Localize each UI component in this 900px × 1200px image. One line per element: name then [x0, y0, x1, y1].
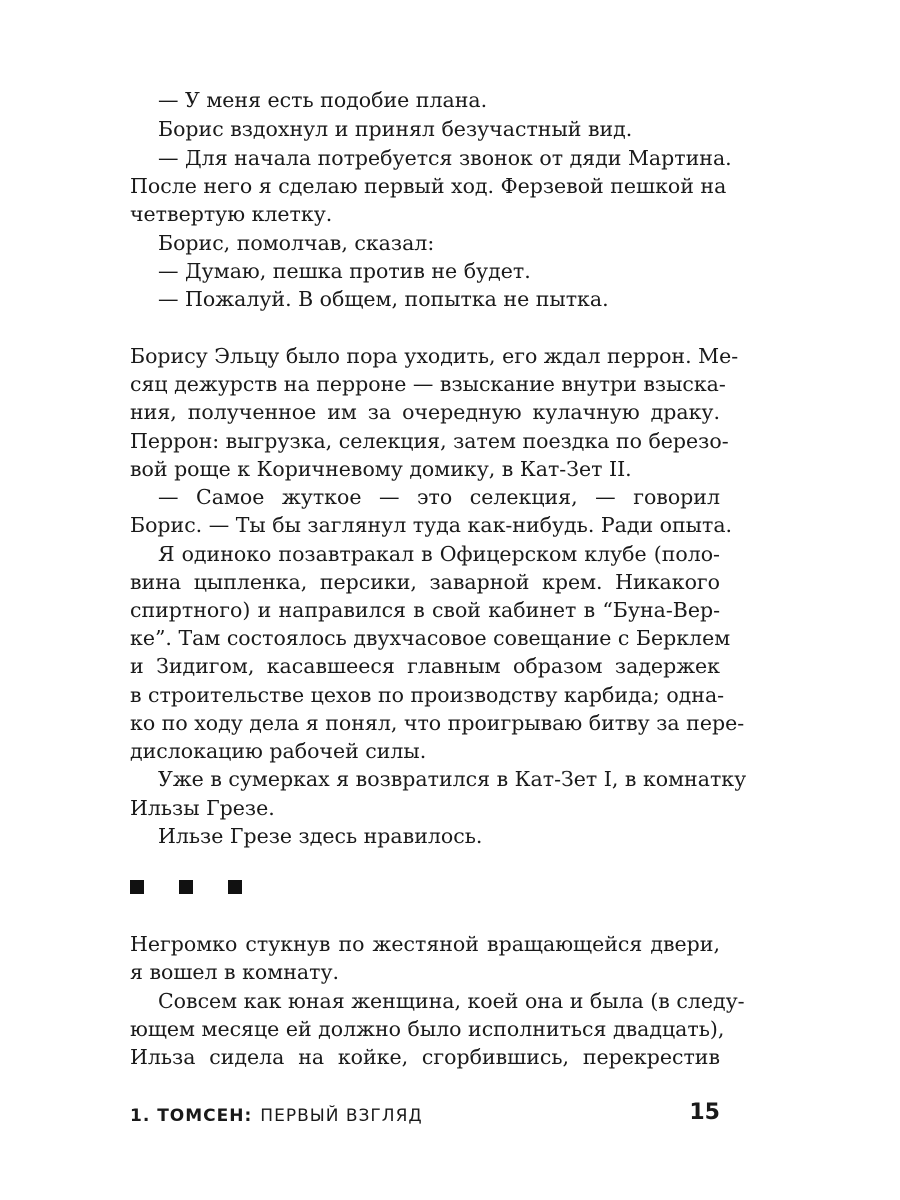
separator-square-icon: [228, 880, 242, 894]
text-line: и Зидигом, касавшееся главным образом задержек: [130, 654, 720, 678]
text-line: Негромко стукнув по жестяной вращающейся двери,: [130, 932, 720, 956]
text-line: После него я сделаю первый ход. Ферзевой пешкой на: [130, 174, 727, 198]
page-number: 15: [689, 1100, 720, 1125]
text-line: ко по ходу дела я понял, что проигрываю битву за пере-: [130, 711, 745, 735]
text-line: в строительстве цехов по производству карбида; одна-: [130, 683, 725, 707]
chapter-label: 1. ТОМСЕН:: [130, 1106, 253, 1126]
text-line: — Самое жуткое — это селекция, — говорил: [158, 485, 720, 509]
text-line: Ильзы Грезе.: [130, 796, 275, 820]
text-line: — Для начала потребуется звонок от дяди Мартина.: [158, 146, 732, 170]
page-footer: [130, 1100, 720, 1130]
text-line: ющем месяце ей должно было исполниться двадцать),: [130, 1017, 725, 1041]
separator-square-icon: [179, 880, 193, 894]
chapter-title: ПЕРВЫЙ ВЗГЛЯД: [260, 1106, 423, 1126]
text-line: вой роще к Коричневому домику, в Кат-Зет II.: [130, 457, 632, 481]
text-line: четвертую клетку.: [130, 202, 333, 226]
text-line: спиртного) и направился в свой кабинет в “Буна-Вер-: [130, 598, 720, 622]
text-line: я вошел в комнату.: [130, 960, 340, 984]
text-line: Совсем как юная женщина, коей она и была (в следу-: [158, 989, 745, 1013]
text-line: Уже в сумерках я возвратился в Кат-Зет I, в комнатку: [158, 767, 747, 791]
text-line: Борис, помолчав, сказал:: [158, 231, 435, 255]
text-line: Борис. — Ты бы заглянул туда как-нибудь. Ради опыта.: [130, 513, 733, 537]
text-line: Ильзе Грезе здесь нравилось.: [158, 824, 483, 848]
running-head: [130, 1106, 423, 1126]
text-line: вина цыпленка, персики, заварной крем. Никакого: [130, 570, 720, 594]
text-line: Перрон: выгрузка, селекция, затем поездка по березо-: [130, 429, 729, 453]
text-line: Я одиноко позавтракал в Офицерском клубе (поло-: [158, 542, 720, 566]
book-page: [130, 0, 747, 1200]
text-line: ния, полученное им за очередную кулачную драку.: [130, 400, 720, 424]
separator-square-icon: [130, 880, 144, 894]
text-line: — Думаю, пешка против не будет.: [158, 259, 531, 283]
text-line: ке”. Там состоялось двухчасовое совещание с Берклем: [130, 626, 731, 650]
text-line: — У меня есть подобие плана.: [158, 88, 488, 112]
text-line: сяц дежурств на перроне — взыскание внутри взыска-: [130, 372, 726, 396]
text-line: Ильза сидела на койке, сгорбившись, перекрестив: [130, 1045, 720, 1069]
text-line: — Пожалуй. В общем, попытка не пытка.: [158, 287, 609, 311]
section-separator: [130, 880, 242, 894]
text-line: Борис вздохнул и принял безучастный вид.: [158, 117, 633, 141]
text-line: Борису Эльцу было пора уходить, его ждал перрон. Ме-: [130, 344, 739, 368]
text-line: дислокацию рабочей силы.: [130, 739, 427, 763]
